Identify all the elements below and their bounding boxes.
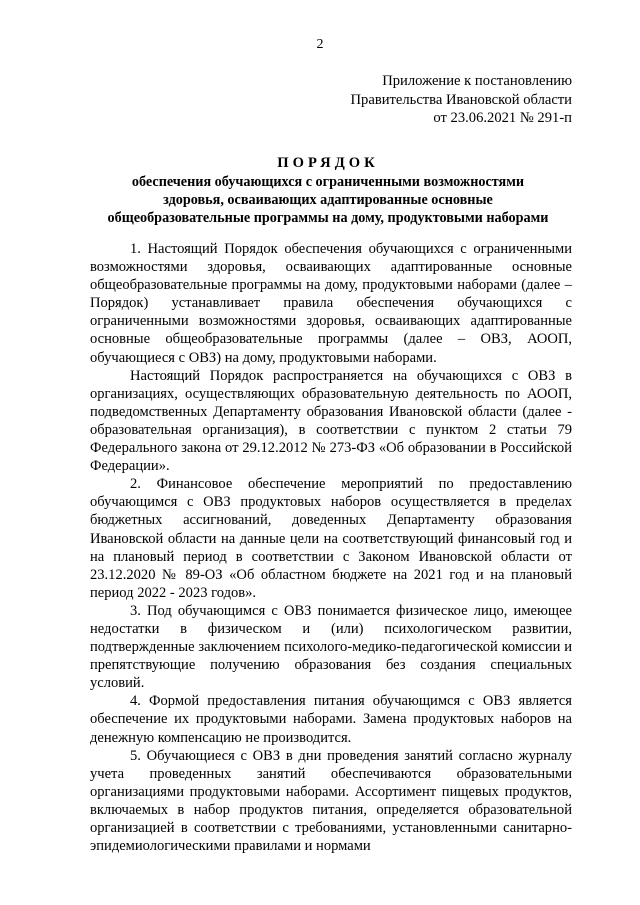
appendix-line-2: Правительства Ивановской области <box>350 91 572 108</box>
title-main: ПОРЯДОК <box>277 155 379 171</box>
page-number: 2 <box>316 37 324 52</box>
appendix-line-1: Приложение к постановлению <box>382 73 572 89</box>
title-line-2: здоровья, осваивающих адаптированные основные <box>163 192 493 208</box>
paragraph-5: 4. Формой предоставления питания обучающимся с ОВЗ является обеспечение их продуктовыми наборами. Замена продуктовых наборов на денежную компенсацию не производится. <box>90 693 572 746</box>
paragraph-3: 2. Финансовое обеспечение мероприятий по предоставлению обучающимся с ОВЗ продуктовых наборов осуществляется в пределах бюджетных ассигнований, доведенных Департаменту образования Ивановской области на данные цели на соответствующий финансовый год и на плановый период в соответствии с Законом Ивановской области от 23.12.2020 № 89-ОЗ «Об областном бюджете на 2021 год и на плановый период 2022 - 2023 годов». <box>90 476 572 601</box>
paragraph-4: 3. Под обучающимся с ОВЗ понимается физическое лицо, имеющее недостатки в физическом и (или) психологическом развитии, подтвержденные заключением психолого-медико-педагогической комиссии и препятствующие получению образования без создания специальных условий. <box>90 602 572 692</box>
paragraph-2: Настоящий Порядок распространяется на обучающихся с ОВЗ в организациях, осуществляющих образовательную деятельность по АООП, подведомственных Департаменту образования Ивановской области (далее - образовательная организация), в соответствии с пунктом 2 статьи 79 Федерального закона от 29.12.2012 № 273-ФЗ «Об образовании в Российской Федерации». <box>90 367 572 475</box>
appendix-line-3: от 23.06.2021 № 291-п <box>433 110 572 126</box>
paragraph-6: 5. Обучающиеся с ОВЗ в дни проведения занятий согласно журналу учета проведенных занятий обеспечиваются образовательными организациями продуктовыми наборами. Ассортимент пищевых продуктов, включаемых в набор продуктов питания, определяется образовательной организацией в соответствии с требованиями, установленными санитарно-эпидемиологическими правилами и нормами <box>90 747 572 855</box>
title-line-3: общеобразовательные программы на дому, продуктовыми наборами <box>107 210 549 226</box>
paragraph-1: 1. Настоящий Порядок обеспечения обучающихся с ограниченными возможностями здоровья, осваивающих адаптированные основные общеобразовательные программы на дому, продуктовыми наборами (далее – Порядок) устанавливает правила обеспечения обучающихся с ограниченными возможностями здоровья, осваивающих адаптированные основные общеобразовательные программы (далее – ОВЗ, АООП, обучающиеся с ОВЗ) на дому, продуктовыми наборами. <box>90 241 572 366</box>
document-title <box>88 154 568 227</box>
title-line-1: обеспечения обучающихся с ограниченными возможностями <box>131 174 525 190</box>
document-body <box>90 240 572 855</box>
appendix-header <box>351 72 572 128</box>
